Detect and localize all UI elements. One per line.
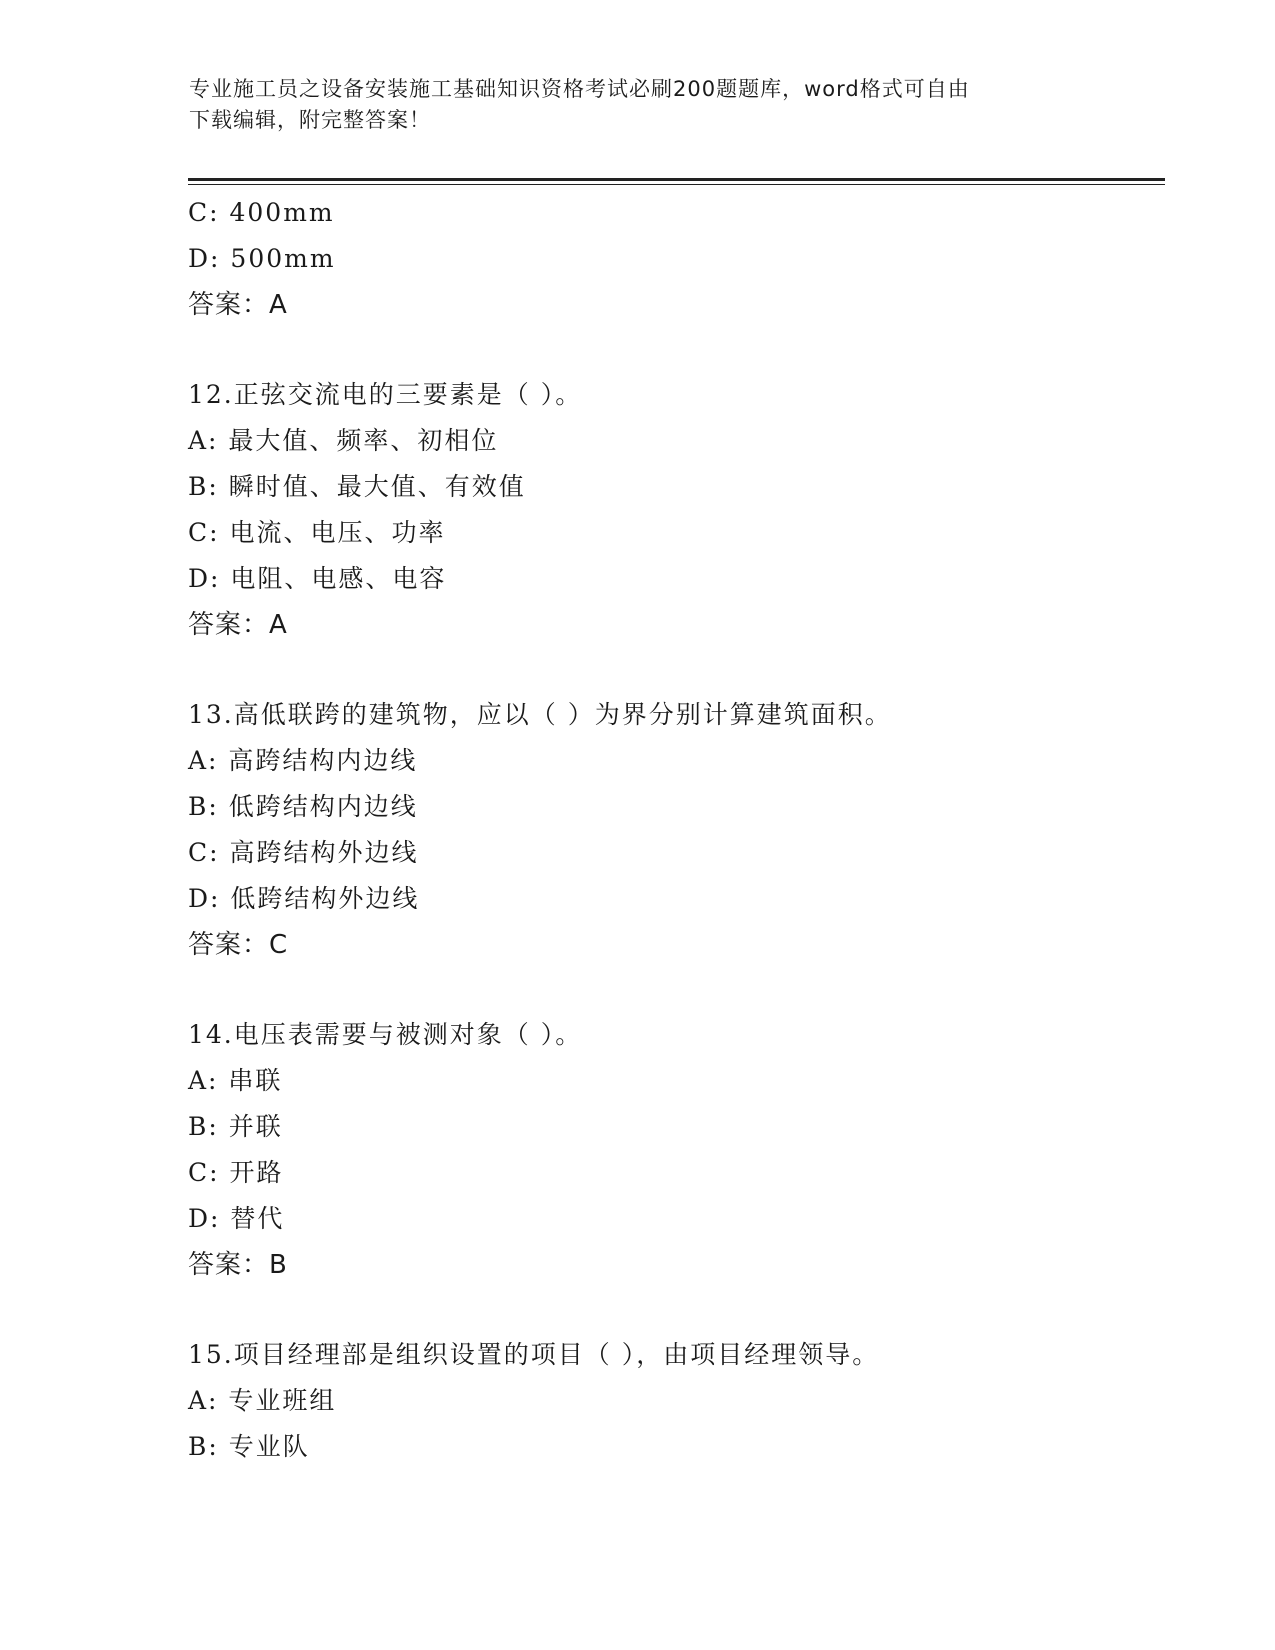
option-a: A: 串联: [188, 1066, 283, 1095]
answer: 答案：C: [188, 930, 289, 960]
question-13: [188, 692, 1168, 968]
option-a: A: 高跨结构内边线: [188, 746, 418, 775]
answer: 答案：A: [188, 290, 288, 320]
option-b: B: 低跨结构内边线: [188, 792, 418, 821]
option-d: D: 替代: [188, 1204, 285, 1233]
question-14: [188, 1012, 1168, 1288]
option-c: C: 高跨结构外边线: [188, 838, 419, 867]
option-b: B: 并联: [188, 1112, 283, 1141]
option-d: D: 电阻、电感、电容: [188, 564, 447, 593]
question-list: [188, 190, 1168, 1470]
option-b: B: 瞬时值、最大值、有效值: [188, 472, 526, 501]
option-c: C: 开路: [188, 1158, 284, 1187]
option-d: D: 500mm: [188, 244, 336, 273]
header-rule-thin: [188, 184, 1165, 185]
header-line-2: 下载编辑，附完整答案！: [189, 108, 431, 132]
question-text: 12.正弦交流电的三要素是（ ）。: [188, 380, 583, 409]
question-11: [188, 190, 1168, 328]
option-b: B: 专业队: [188, 1432, 310, 1461]
question-text: 13.高低联跨的建筑物，应以（ ）为界分别计算建筑面积。: [188, 700, 892, 729]
header-rule-thick: [188, 178, 1165, 181]
option-a: A: 专业班组: [188, 1386, 337, 1415]
question-text: 14.电压表需要与被测对象（ ）。: [188, 1020, 583, 1049]
option-d: D: 低跨结构外边线: [188, 884, 420, 913]
document-header: [189, 74, 1089, 136]
answer: 答案：B: [188, 1250, 288, 1280]
answer: 答案：A: [188, 610, 288, 640]
question-12: [188, 372, 1168, 648]
header-line-1: 专业施工员之设备安装施工基础知识资格考试必刷200题题库，word格式可自由: [189, 77, 970, 101]
question-text: 15.项目经理部是组织设置的项目（ ），由项目经理领导。: [188, 1340, 880, 1369]
option-c: C: 电流、电压、功率: [188, 518, 446, 547]
option-c: C: 400mm: [188, 198, 335, 227]
question-15: [188, 1332, 1168, 1470]
option-a: A: 最大值、频率、初相位: [188, 426, 499, 455]
